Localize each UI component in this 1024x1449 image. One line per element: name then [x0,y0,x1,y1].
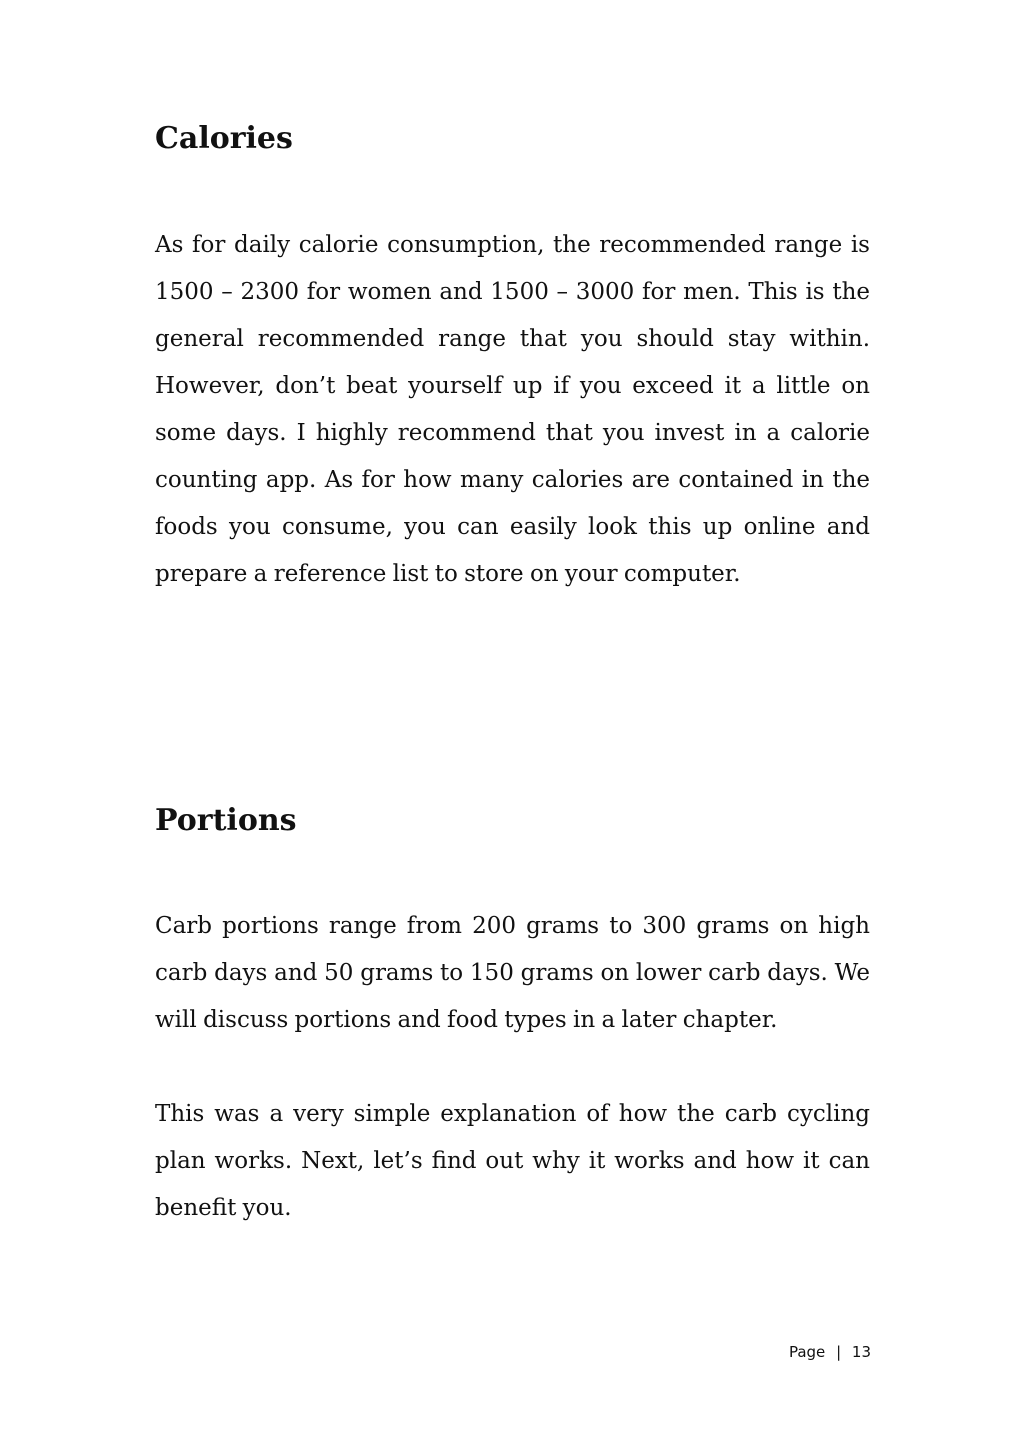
calories-paragraph: As for daily calorie consumption, the recommended range is 1500 – 2300 for women and 1500 – 3000 for men. This is the general recommended range that you should stay within. However, don’t beat yourself up if you exceed it a little on some days. I highly recommend that you invest in a calorie counting app. As for how many calories are contained in the foods you consume, you can easily look this up online and prepare a reference list to store on your computer. [155,232,870,587]
page-number: 13 [851,1343,871,1361]
calories-heading: Calories [155,121,293,156]
page-label: Page [788,1343,826,1361]
page-separator: | [836,1343,842,1361]
summary-paragraph: This was a very simple explanation of how the carb cycling plan works. Next, let’s find out why it works and how it can benefit you. [155,1101,870,1221]
portions-paragraph: Carb portions range from 200 grams to 300 grams on high carb days and 50 grams to 150 grams on lower carb days. We will discuss portions and food types in a later chapter. [155,913,870,1033]
page-footer [789,1341,871,1363]
portions-heading: Portions [155,803,297,838]
